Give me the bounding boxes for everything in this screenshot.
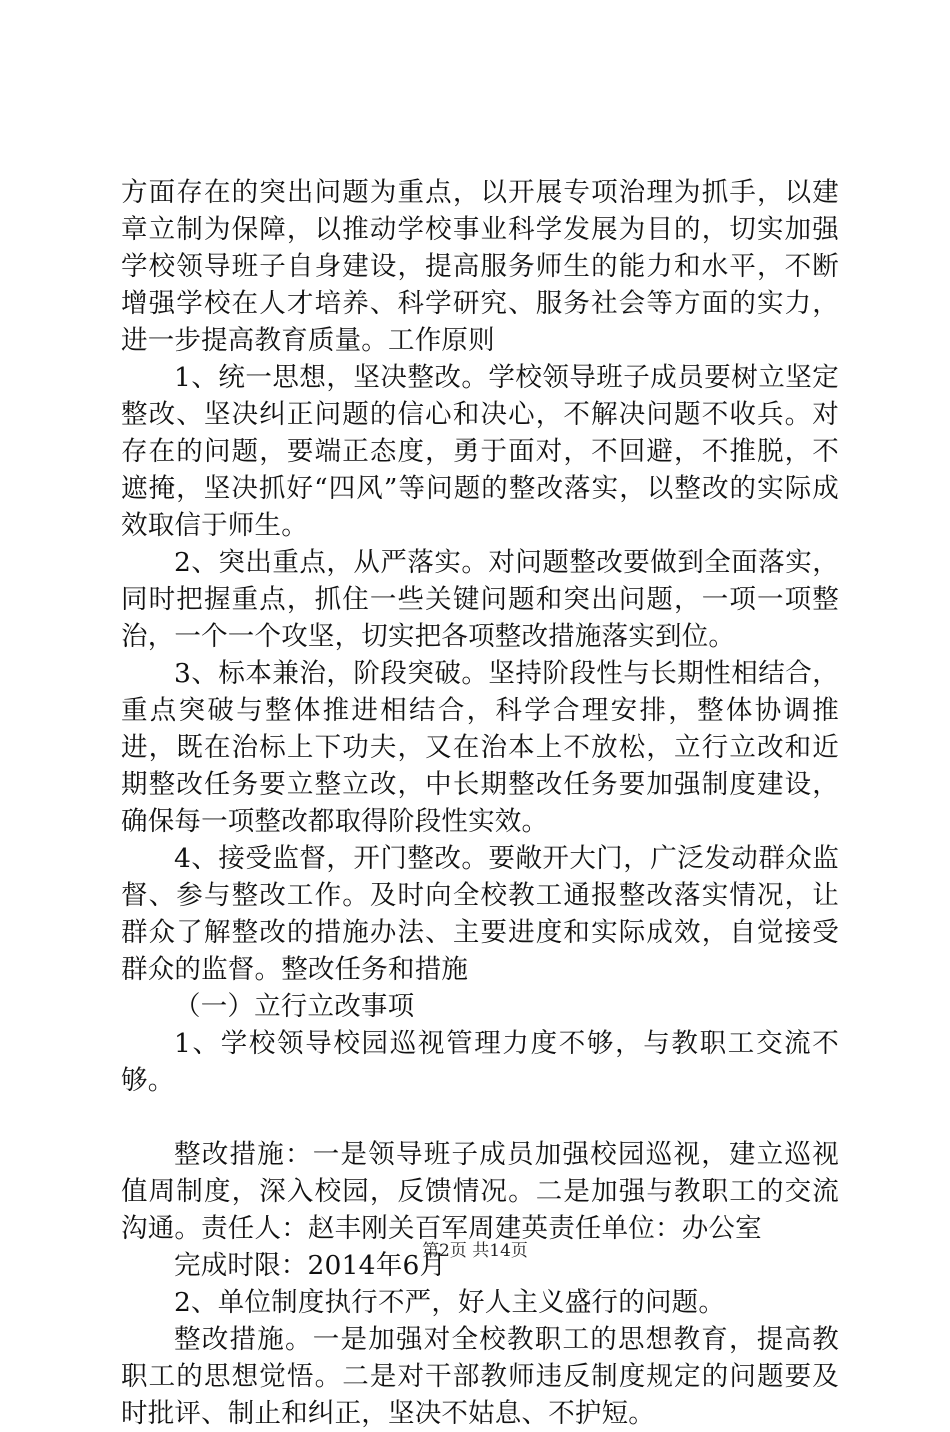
paragraph-measures-1: 整改措施：一是领导班子成员加强校园巡视，建立巡视值周制度，深入校园，反馈情况。二是加强与教职工的交流沟通。责任人：赵丰刚关百军周建英责任单位：办公室 (121, 1139, 839, 1244)
paragraph-measures-2: 整改措施。一是加强对全校教职工的思想教育，提高教职工的思想觉悟。二是对干部教师违反制度规定的问题要及时批评、制止和纠正，坚决不姑息、不护短。 (121, 1324, 839, 1429)
paragraph-intro: 方面存在的突出问题为重点，以开展专项治理为抓手，以建章立制为保障，以推动学校事业科学发展为目的，切实加强学校领导班子自身建设，提高服务师生的能力和水平，不断增强学校在人才培养、科学研究、服务社会等方面的实力，进一步提高教育质量。工作原则 (121, 177, 839, 356)
paragraph-spacer (121, 1099, 839, 1136)
section-heading: （一）立行立改事项 (174, 991, 415, 1022)
paragraph-principle-1: 1、统一思想，坚决整改。学校领导班子成员要树立坚定整改、坚决纠正问题的信心和决心，不解决问题不收兵。对存在的问题，要端正态度，勇于面对，不回避，不推脱，不遮掩，坚决抓好“四风”等问题的整改落实，以整改的实际成效取信于师生。 (121, 362, 839, 541)
paragraph-principle-2: 2、突出重点，从严落实。对问题整改要做到全面落实，同时把握重点，抓住一些关键问题和突出问题，一项一项整治，一个一个攻坚，切实把各项整改措施落实到位。 (121, 547, 839, 652)
paragraph-issue-2: 2、单位制度执行不严，好人主义盛行的问题。 (174, 1287, 726, 1318)
paragraph-principle-4: 4、接受监督，开门整改。要敞开大门，广泛发动群众监督、参与整改工作。及时向全校教工通报整改落实情况，让群众了解整改的措施办法、主要进度和实际成效，自觉接受群众的监督。整改任务和措施 (121, 843, 839, 985)
paragraph-deadline: 完成时限：2014年6月 (174, 1250, 447, 1281)
paragraph-principle-3: 3、标本兼治，阶段突破。坚持阶段性与长期性相结合，重点突破与整体推进相结合，科学合理安排，整体协调推进，既在治标上下功夫，又在治本上不放松，立行立改和近期整改任务要立整立改，中长期整改任务要加强制度建设，确保每一项整改都取得阶段性实效。 (121, 658, 839, 837)
page-number-footer: 第2页 共14页 (422, 1241, 528, 1261)
paragraph-issue-1: 1、学校领导校园巡视管理力度不够，与教职工交流不够。 (121, 1028, 839, 1096)
